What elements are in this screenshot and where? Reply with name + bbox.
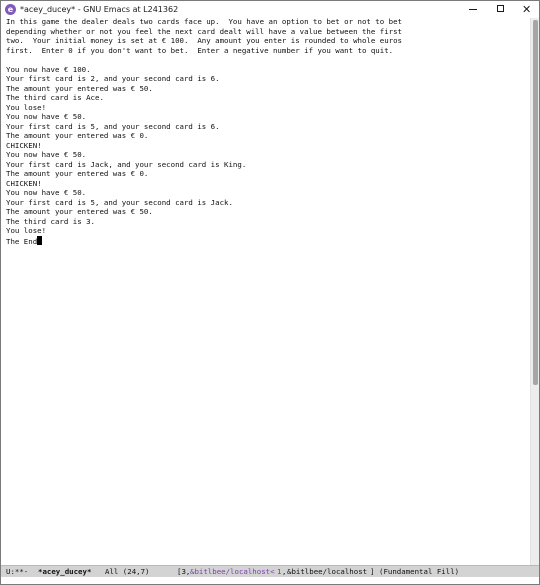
modeline-status: U:**- bbox=[6, 567, 29, 576]
text-buffer[interactable] bbox=[6, 17, 526, 565]
maximize-icon bbox=[497, 5, 504, 12]
buffer-line: Your first card is 5, and your second card is Jack. bbox=[6, 197, 233, 207]
scrollbar-thumb[interactable] bbox=[533, 20, 538, 385]
window-title: *acey_ducey* - GNU Emacs at L241362 bbox=[20, 5, 179, 14]
close-button[interactable] bbox=[515, 1, 539, 18]
modeline-comma: , bbox=[282, 567, 287, 576]
buffer-line: The amount your entered was € 50. bbox=[6, 83, 153, 93]
modeline-channel-count[interactable]: 1 bbox=[277, 567, 282, 576]
buffer-line: You now have € 100. bbox=[6, 64, 91, 74]
modeline-major-mode[interactable]: (Fundamental Fill) bbox=[379, 567, 460, 576]
modeline-channel-link-2[interactable]: &bitlbee/localhost bbox=[287, 567, 368, 576]
buffer-line: Your first card is Jack, and your second card is King. bbox=[6, 159, 247, 169]
title-bar[interactable] bbox=[1, 1, 539, 18]
buffer-line: The third card is Ace. bbox=[6, 93, 104, 102]
buffer-line: The amount your entered was € 0. bbox=[6, 169, 149, 178]
buffer-line: In this game the dealer deals two cards face up. You have an option to bet or not to bet bbox=[6, 17, 403, 26]
modeline-position: All (24,7) bbox=[105, 567, 150, 576]
buffer-line: You lose! bbox=[6, 226, 47, 235]
minimize-icon bbox=[469, 9, 477, 10]
buffer-line bbox=[6, 55, 526, 65]
buffer-line: two. Your initial money is set at € 100. Any amount you enter is rounded to whole euros bbox=[6, 36, 403, 45]
buffer-line: Your first card is 5, and your second card is 6. bbox=[6, 121, 220, 131]
buffer-line: depending whether or not you feel the next card dealt will have a value between the first bbox=[6, 26, 403, 36]
buffer-line: The amount your entered was € 50. bbox=[6, 207, 153, 216]
minimize-button[interactable] bbox=[461, 1, 485, 18]
mode-line bbox=[1, 565, 539, 577]
buffer-line: CHICKEN! bbox=[6, 178, 42, 188]
modeline-bracket-open: [3, bbox=[177, 567, 191, 576]
buffer-line: You lose! bbox=[6, 102, 47, 112]
buffer-line: The third card is 3. bbox=[6, 216, 95, 226]
close-icon: ✕ bbox=[522, 3, 532, 16]
buffer-line: The End bbox=[6, 236, 526, 246]
text-cursor bbox=[37, 236, 42, 245]
buffer-line: The amount your entered was € 0. bbox=[6, 131, 149, 140]
vertical-scrollbar[interactable] bbox=[530, 18, 539, 565]
echo-area[interactable] bbox=[1, 577, 539, 585]
maximize-button[interactable] bbox=[489, 1, 513, 18]
emacs-icon: e bbox=[5, 4, 16, 15]
buffer-line: You now have € 50. bbox=[6, 150, 87, 159]
modeline-channel-link-1[interactable]: &bitlbee/localhost< bbox=[190, 567, 275, 576]
modeline-bracket-close: ] bbox=[370, 567, 375, 576]
buffer-line: first. Enter 0 if you don't want to bet. Enter a negative number if you want to quit. bbox=[6, 45, 394, 55]
buffer-line: Your first card is 2, and your second card is 6. bbox=[6, 74, 220, 83]
buffer-line: CHICKEN! bbox=[6, 140, 42, 150]
modeline-buffer-name[interactable]: *acey_ducey* bbox=[38, 567, 92, 576]
buffer-line: You now have € 50. bbox=[6, 188, 87, 197]
buffer-line: You now have € 50. bbox=[6, 112, 87, 121]
